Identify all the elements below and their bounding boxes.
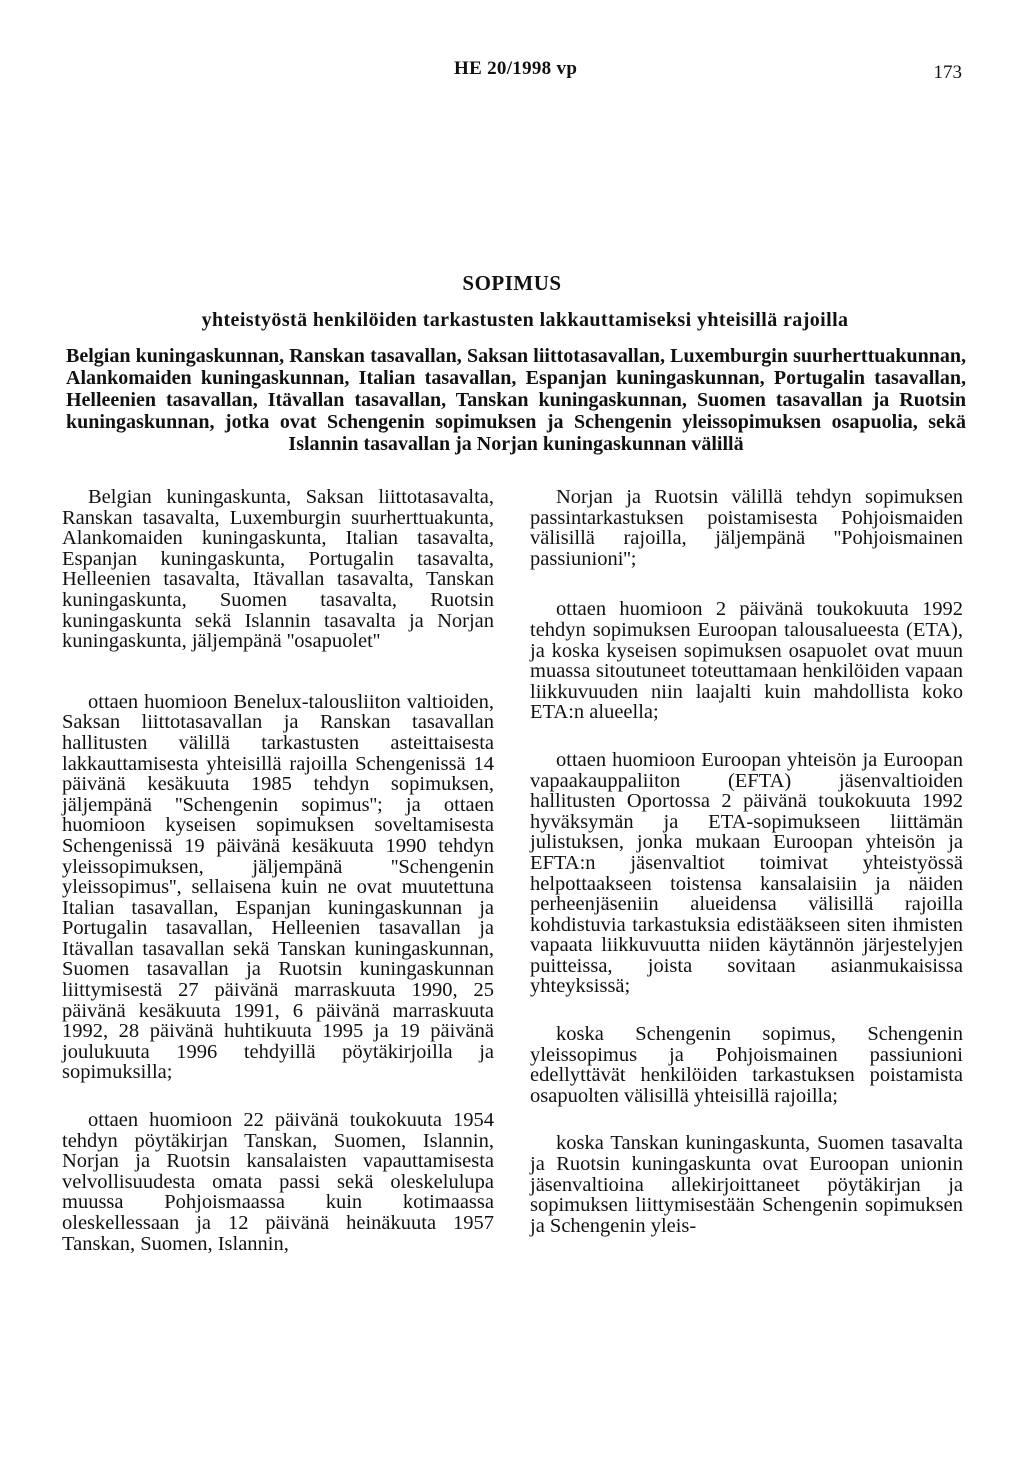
paragraph: koska Tanskan kuningaskunta, Suomen tasavalta ja Ruotsin kuningaskunta ovat Euroopan unionin jäsenvaltioina allekirjoittaneet pöytäkirjan ja sopimuksen liittymisestään Schengenin sopimuksen ja Schengenin yleis- [530,1132,963,1237]
paragraph: ottaen huomioon Euroopan yhteisön ja Euroopan vapaakauppaliiton (EFTA) jäsenvaltioiden hallitusten Oportossa 2 päivänä toukokuuta 1992 hyväksymän ja ETA-sopimukseen liittämän julistuksen, jonka mukaan Euroopan yhteisön ja EFTA:n jäsenvaltiot toimivat yhteistyössä helpottaakseen toistensa kansalaisiin ja näiden perheenjäseniin alueidensa välisillä rajoilla kohdistuvia tarkastuksia edistääkseen siten ihmisten vapaata liikkuvuutta niiden käytännön järjestelyjen puitteissa, joista sovitaan asianmukaisissa yhteyksissä; [530,748,963,998]
paragraph: ottaen huomioon 2 päivänä toukokuuta 1992 tehdyn sopimuksen Euroopan talousalueesta (ETA), ja koska kyseisen sopimuksen osapuolet ovat muun muassa sitoutuneet toteuttamaan henkilöiden vapaan liikkuvuuden niin laajalti kuin mahdollista koko ETA:n alueella; [530,598,963,724]
page-header [0,58,1024,88]
right-column [530,487,963,1263]
paragraph: Belgian kuningaskunta, Saksan liittotasavalta, Ranskan tasavalta, Luxemburgin suurherttuakunta, Alankomaiden kuningaskunta, Italian tasavalta, Espanjan kuningaskunta, Portugalin tasavalta, Helleenien tasavalta, Itävallan tasavalta, Tanskan kuningaskunta, Suomen tasavalta, Ruotsin kuningaskunta sekä Islannin tasavalta ja Norjan kuningaskunta, jäljempänä ''osapuolet'' [62,486,494,653]
paragraph: ottaen huomioon 22 päivänä toukokuuta 1954 tehdyn pöytäkirjan Tanskan, Suomen, Islannin, Norjan ja Ruotsin kansalaisten vapauttamisesta velvollisuudesta omata passi sekä oleskelulupa muussa Pohjoismaassa kuin kotimaassa oleskellessaan ja 12 päivänä heinäkuuta 1957 Tanskan, Suomen, Islannin, [62,1109,494,1255]
document-subtitle: yhteistyöstä henkilöiden tarkastusten lakkauttamiseksi yhteisillä rajoilla [201,309,849,331]
paragraph: Norjan ja Ruotsin välillä tehdyn sopimuksen passintarkastuksen poistamisesta Pohjoismaiden välisillä rajoilla, jäljempänä ''Pohjoismainen passiunioni''; [530,486,963,570]
document-title: SOPIMUS [462,271,562,295]
paragraph: koska Schengenin sopimus, Schengenin yleissopimus ja Pohjoismainen passiunioni edellyttävät henkilöiden tarkastuksen poistamista osapuolten välisillä yhteisillä rajoilla; [530,1023,963,1107]
page-number: 173 [933,62,962,83]
left-column [62,487,494,1281]
document-reference: HE 20/1998 vp [454,58,578,79]
paragraph: ottaen huomioon Benelux-talousliiton valtioiden, Saksan liittotasavallan ja Ranskan tasavallan hallitusten välillä tarkastusten asteittaisesta lakkauttamisesta yhteisillä rajoilla Schengenissä 14 päivänä kesäkuuta 1985 tehdyn sopimuksen, jäljempänä ''Schengenin sopimus''; ja ottaen huomioon kyseisen sopimuksen soveltamisesta Schengenissä 19 päivänä kesäkuuta 1990 tehdyn yleissopimuksen, jäljempänä ''Schengenin yleissopimus'', sellaisena kuin ne ovat muutettuna Italian tasavallan, Espanjan kuningaskunnan ja Portugalin tasavallan, Helleenien tasavallan ja Itävallan tasavallan sekä Tanskan kuningaskunnan, Suomen tasavallan ja Ruotsin kuningaskunnan liittymisestä 27 päivänä marraskuuta 1990, 25 päivänä kesäkuuta 1991, 6 päivänä marraskuuta 1992, 28 päivänä huhtikuuta 1995 ja 19 päivänä joulukuuta 1996 tehdyillä pöytäkirjoilla ja sopimuksilla; [62,690,494,1084]
parties-heading: Belgian kuningaskunnan, Ranskan tasavallan, Saksan liittotasavallan, Luxemburgin suurherttuakunnan, Alankomaiden kuningaskunnan, Italian tasavallan, Espanjan kuningaskunnan, Portugalin tasavallan, Helleenien tasavallan, Itävallan tasavallan, Tanskan kuningaskunnan, Suomen tasavallan ja Ruotsin kuningaskunnan, jotka ovat Schengenin sopimuksen ja Schengenin yleissopimuksen osapuolia, sekä Islannin tasavallan ja Norjan kuningaskunnan välillä [66,345,966,455]
